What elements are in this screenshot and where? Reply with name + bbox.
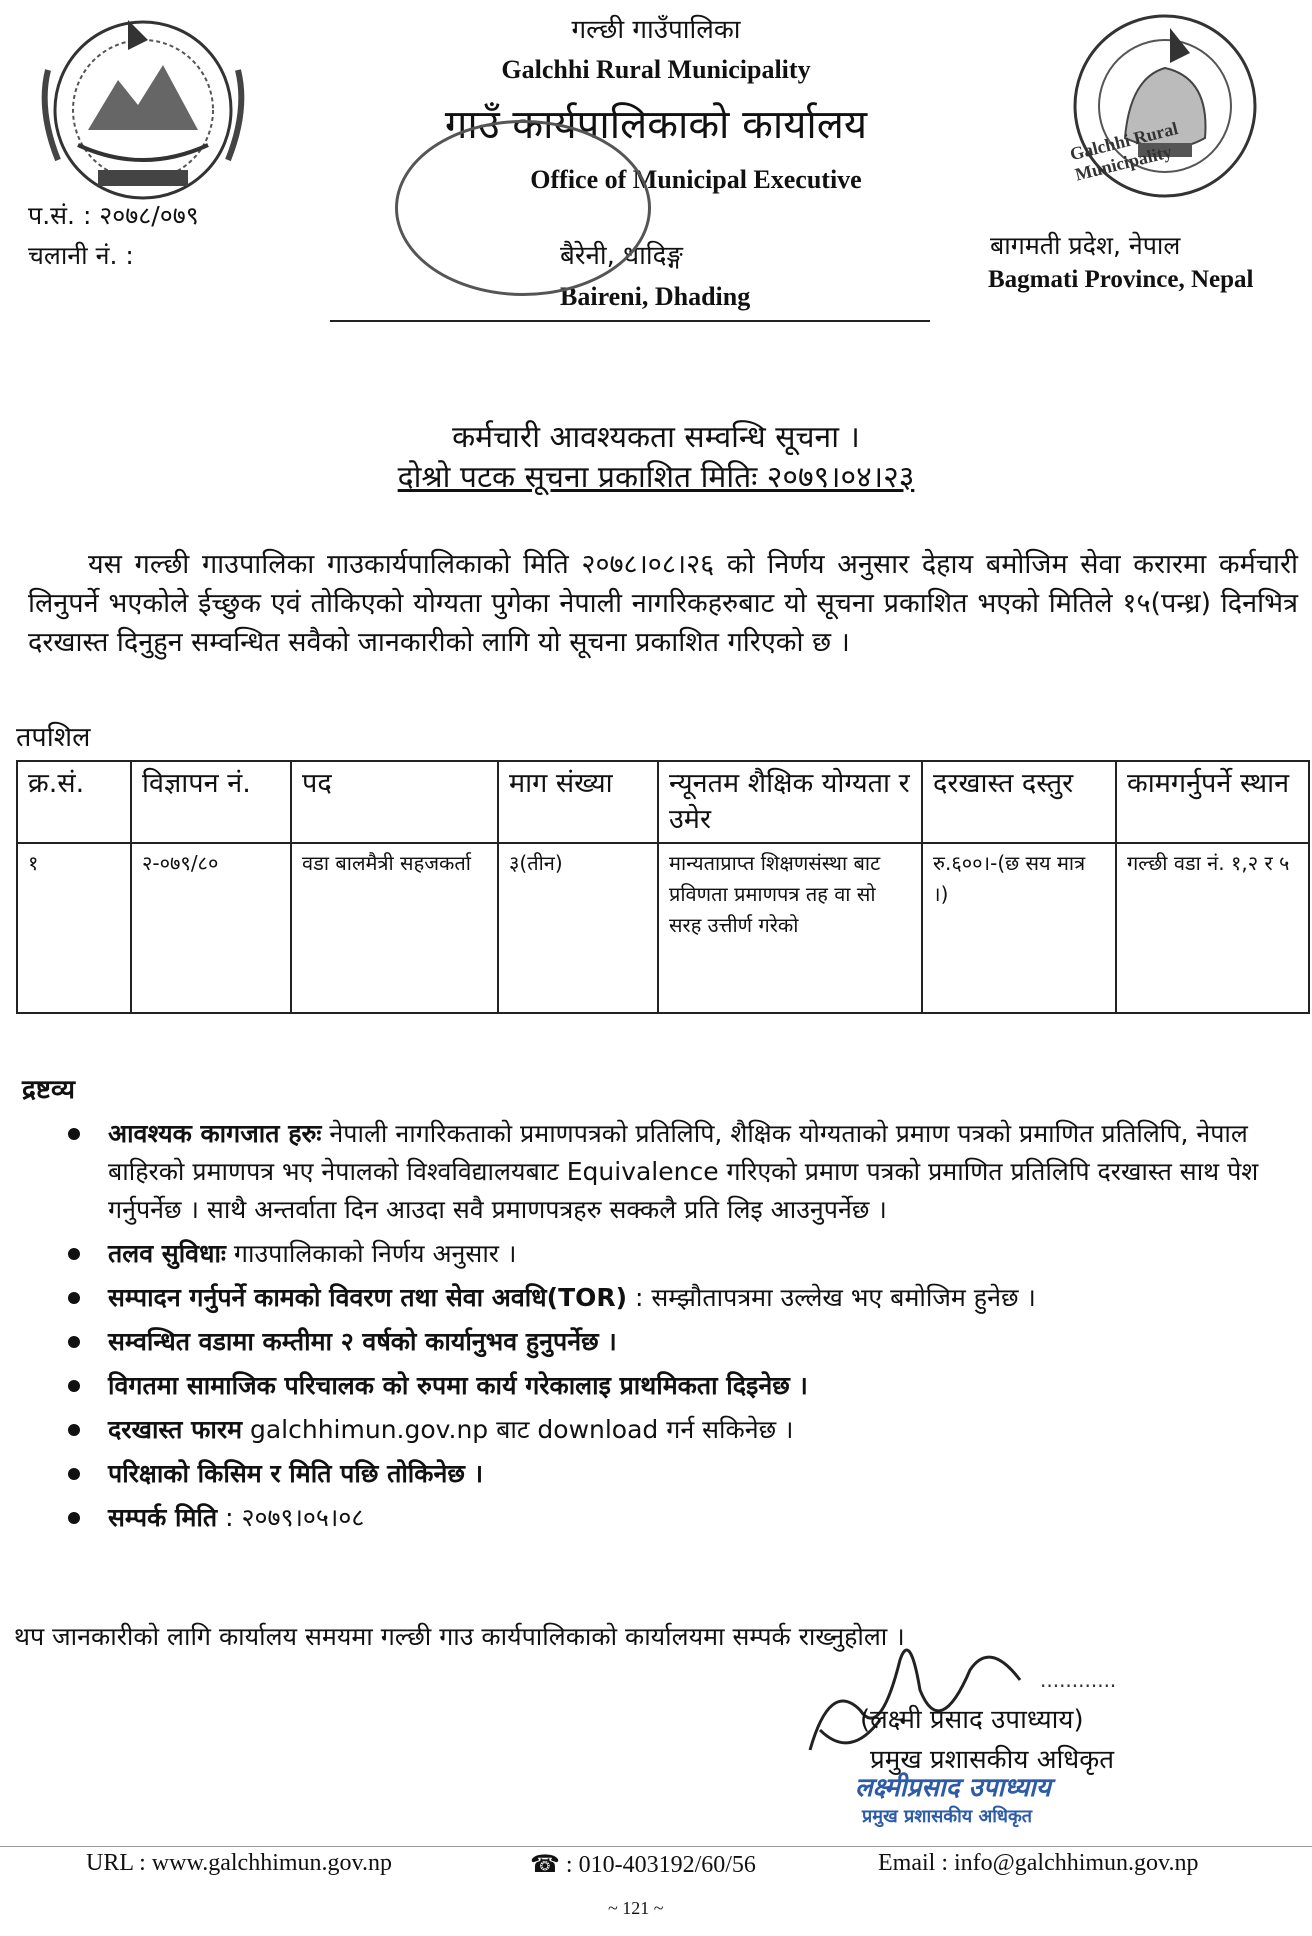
bullet-icon: [68, 1380, 80, 1392]
note-text: गाउपालिकाको निर्णय अनुसार ।: [225, 1239, 517, 1268]
col-header-post: पद: [291, 761, 498, 843]
footer-phone-wrap: [530, 1850, 756, 1879]
province-en: Bagmati Province, Nepal: [988, 266, 1254, 293]
note-label: सम्पर्क मिति: [108, 1503, 218, 1532]
col-header-ad-no: विज्ञापन नं.: [131, 761, 291, 843]
list-item: [60, 1323, 1280, 1361]
col-header-fee: दरखास्त दस्तुर: [922, 761, 1116, 843]
note-label: आवश्यक कागजात हरुः: [108, 1119, 322, 1148]
address-en: Baireni, Dhading: [560, 282, 751, 311]
footer-email: Email : info@galchhimun.gov.np: [878, 1850, 1199, 1876]
telephone-icon: ☎: [530, 1850, 560, 1878]
name-stamp: लक्ष्मीप्रसाद उपाध्याय: [855, 1773, 1051, 1803]
bullet-icon: [68, 1512, 80, 1524]
note-label: परिक्षाको किसिम र मिति पछि तोकिनेछ ।: [108, 1459, 484, 1488]
bullet-icon: [68, 1292, 80, 1304]
note-text: नेपाली नागरिकताको प्रमाणपत्रको प्रतिलिपि, शैक्षिक योग्यताको प्रमाण पत्रको प्रमाणित प्रतिलिपि, नेपाल बाहिरको प्रमाणपत्र भए नेपालको विश्वविद्यालयबाट Equivalence गरिएको प्रमाण पत्रको प्रमाणित प्रतिलिपि दरखास्त साथ पेश गर्नुपर्नेछ । साथै अन्तर्वाता दिन आउदा सवै प्रमाणपत्रहरु सक्कलै प्रति लिइ आउनुपर्नेछ ।: [108, 1119, 1259, 1224]
cell-ad-no: २-०७९/८०: [131, 843, 291, 1013]
list-item: [60, 1499, 1280, 1537]
signatory-name: (लक्ष्मी प्रसाद उपाध्याय): [860, 1705, 1084, 1735]
office-seal-stamp: [395, 120, 651, 296]
reference-number: प.सं. : २०७८/०७९: [28, 201, 199, 230]
notes-heading: द्रष्टव्य: [22, 1075, 75, 1105]
bullet-icon: [68, 1424, 80, 1436]
bullet-icon: [68, 1248, 80, 1260]
list-item: [60, 1367, 1280, 1405]
note-label: सम्वन्धित वडामा कम्तीमा २ वर्षको कार्यानुभव हुनुपर्नेछ ।: [108, 1327, 617, 1356]
note-label: दरखास्त फारम: [108, 1415, 243, 1444]
col-header-sn: क्र.सं.: [17, 761, 131, 843]
bullet-icon: [68, 1336, 80, 1348]
office-name-np: गाउँ कार्यपालिकाको कार्यालय: [444, 102, 868, 148]
cell-location: गल्छी वडा नं. १,२ र ५: [1116, 843, 1309, 1013]
col-header-demand: माग संख्या: [498, 761, 658, 843]
cell-fee: रु.६००।-(छ सय मात्र ।): [922, 843, 1116, 1013]
list-item: [60, 1115, 1280, 1229]
cell-qualification: मान्यताप्राप्त शिक्षणसंस्था बाट प्रविणता प्रमाणपत्र तह वा सो सरह उत्तीर्ण गरेको: [658, 843, 922, 1013]
bullet-icon: [68, 1128, 80, 1140]
col-header-location: कामगर्नुपर्ने स्थान: [1116, 761, 1309, 843]
note-text: galchhimun.gov.np बाट download गर्न सकिनेछ ।: [242, 1415, 794, 1444]
posts-table: [16, 760, 1310, 1014]
dispatch-number: चलानी नं. :: [28, 241, 134, 270]
designation-stamp: प्रमुख प्रशासकीय अधिकृत: [862, 1806, 1033, 1827]
address-np: बैरेनी, धादिङ्ग: [560, 241, 683, 271]
note-label: सम्पादन गर्नुपर्ने कामको विवरण तथा सेवा अवधि(TOR): [108, 1283, 628, 1312]
notice-body: यस गल्छी गाउपालिका गाउकार्यपालिकाको मिति २०७८।०८।२६ को निर्णय अनुसार देहाय बमोजिम सेवा करारमा कर्मचारी लिनुपर्ने भएकोले ईच्छुक एवं तोकिएको योग्यता पुगेका नेपाली नागरिकहरुबाट यो सूचना प्रकाशित भएको मितिले १५(पन्ध्र) दिनभित्र दरखास्त दिनुहुन सम्वन्धित सवैको जानकारीको लागि यो सूचना प्रकाशित गरिएको छ ।: [28, 549, 1298, 658]
table-row: [17, 843, 1309, 1013]
municipality-name-en: Galchhi Rural Municipality: [501, 55, 811, 84]
header-divider: [330, 320, 930, 322]
note-text: : २०७९।०५।०८: [217, 1503, 365, 1532]
list-item: [60, 1279, 1280, 1317]
closing-text: थप जानकारीको लागि कार्यालय समयमा गल्छी गाउ कार्यपालिकाको कार्यालयमा सम्पर्क राख्नुहोला ।: [14, 1622, 905, 1651]
footer-divider: [0, 1846, 1312, 1847]
cell-sn: १: [17, 843, 131, 1013]
list-item: [60, 1455, 1280, 1493]
page-number: ~ 121 ~: [608, 1898, 664, 1918]
list-item: [60, 1411, 1280, 1449]
notice-title: कर्मचारी आवश्यकता सम्वन्धि सूचना ।: [452, 420, 860, 455]
bullet-icon: [68, 1468, 80, 1480]
details-label: तपशिल: [16, 722, 91, 753]
office-name-en: Office of Municipal Executive: [530, 165, 862, 194]
notice-subtitle: दोश्रो पटक सूचना प्रकाशित मितिः २०७९।०४।२३: [397, 460, 915, 495]
col-header-qualification: न्यूनतम शैक्षिक योग्यता र उमेर: [658, 761, 922, 843]
note-label: विगतमा सामाजिक परिचालक को रुपमा कार्य गरेकालाइ प्राथमिकता दिइनेछ ।: [108, 1371, 808, 1400]
note-text: : सम्झौतापत्रमा उल्लेख भए बमोजिम हुनेछ ।: [627, 1283, 1036, 1312]
footer-url: URL : www.galchhimun.gov.np: [86, 1850, 392, 1876]
logo-caption: Galchhi Rural Municipality: [1067, 118, 1180, 185]
table-header-row: [17, 761, 1309, 843]
cell-post: वडा बालमैत्री सहजकर्ता: [291, 843, 498, 1013]
signature-dots: ............: [1040, 1668, 1117, 1692]
list-item: [60, 1235, 1280, 1273]
footer-phone: : 010-403192/60/56: [565, 1852, 756, 1878]
note-label: तलव सुविधाः: [108, 1239, 226, 1268]
cell-demand: ३(तीन): [498, 843, 658, 1013]
province-np: बागमती प्रदेश, नेपाल: [990, 231, 1181, 260]
signatory-designation: प्रमुख प्रशासकीय अधिकृत: [870, 1745, 1115, 1775]
notes-list: [60, 1115, 1280, 1543]
municipality-name-np: गल्छी गाउँपालिका: [571, 15, 741, 45]
